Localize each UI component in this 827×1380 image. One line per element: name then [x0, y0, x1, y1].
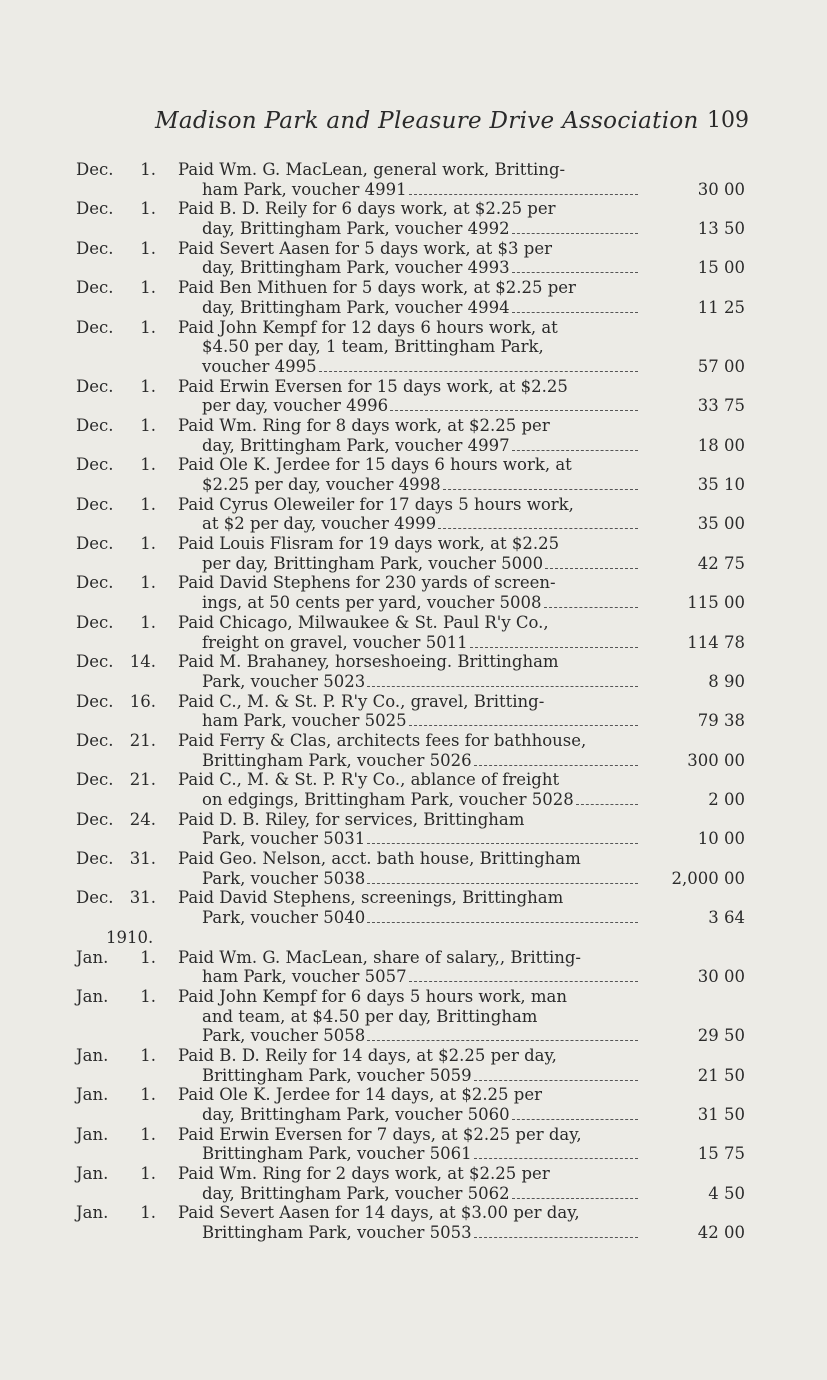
dotted-leader — [544, 607, 638, 608]
entry-description-text: Park, voucher 5058 — [202, 1026, 366, 1046]
entry-line — [0, 1007, 827, 1027]
entry-month: Jan. — [76, 1203, 109, 1223]
entry-line — [0, 829, 827, 849]
dotted-leader — [474, 1237, 638, 1238]
ledger-entries — [0, 160, 827, 1243]
year-heading: 1910. — [106, 927, 154, 947]
entry-description — [202, 908, 638, 928]
page-number: 109 — [707, 108, 749, 133]
entry-line — [0, 1026, 827, 1046]
entry-day: 1. — [140, 612, 156, 632]
entry-line — [0, 514, 827, 534]
entry-amount: 115 00 — [687, 593, 745, 613]
entry-description-text: Brittingham Park, voucher 5026 — [202, 750, 472, 770]
entry-line — [0, 1066, 827, 1086]
year-heading-line — [0, 928, 827, 948]
entry-line — [0, 239, 827, 259]
entry-description — [202, 1066, 638, 1086]
entry-day: 1. — [140, 947, 156, 967]
entry-month: Jan. — [76, 1085, 109, 1105]
entry-day: 21. — [129, 730, 156, 750]
entry-day: 1. — [140, 1085, 156, 1105]
entry-description: Paid Cyrus Oleweiler for 17 days 5 hours work, — [178, 494, 574, 514]
entry-description-text: Brittingham Park, voucher 5061 — [202, 1144, 472, 1164]
entry-description — [202, 711, 638, 731]
entry-line — [0, 298, 827, 318]
entry-line — [0, 534, 827, 554]
entry-description-text: day, Brittingham Park, voucher 5060 — [202, 1105, 510, 1124]
entry-line — [0, 672, 827, 692]
entry-line — [0, 987, 827, 1007]
entry-line — [0, 731, 827, 751]
entry-amount: 2,000 00 — [671, 868, 745, 888]
entry-line — [0, 1105, 827, 1125]
entry-day: 1. — [140, 1203, 156, 1223]
entry-description-text: Brittingham Park, voucher 5059 — [202, 1065, 472, 1085]
entry-line — [0, 278, 827, 298]
entry-line — [0, 495, 827, 515]
entry-line — [0, 613, 827, 633]
ledger-entry — [0, 888, 827, 927]
dotted-leader — [367, 843, 638, 844]
entry-line — [0, 436, 827, 456]
entry-line — [0, 692, 827, 712]
entry-description: Paid Ben Mithuen for 5 days work, at $2.25 per — [178, 278, 576, 298]
entry-description — [202, 1144, 638, 1164]
ledger-entry — [0, 495, 827, 534]
entry-line — [0, 337, 827, 357]
entry-line — [0, 455, 827, 475]
entry-line — [0, 396, 827, 416]
entry-description — [202, 1184, 638, 1204]
ledger-entry — [0, 455, 827, 494]
entry-day: 21. — [129, 770, 156, 790]
entry-line — [0, 751, 827, 771]
entry-month: Dec. — [76, 888, 114, 908]
entry-day: 14. — [129, 652, 156, 672]
ledger-entry — [0, 1203, 827, 1242]
entry-day: 1. — [140, 160, 156, 179]
entry-day: 1. — [140, 1164, 156, 1184]
entry-line — [0, 711, 827, 731]
dotted-leader — [438, 528, 638, 529]
entry-day: 1. — [140, 415, 156, 435]
entry-description — [202, 672, 638, 692]
entry-amount: 33 75 — [697, 396, 745, 416]
dotted-leader — [512, 1119, 638, 1120]
entry-amount: 30 00 — [697, 179, 745, 199]
entry-line — [0, 948, 827, 968]
entry-description — [202, 554, 638, 574]
entry-description — [202, 967, 638, 987]
entry-amount: 79 38 — [697, 711, 745, 731]
entry-line — [0, 810, 827, 830]
ledger-entry — [0, 849, 827, 888]
entry-day: 1. — [140, 455, 156, 475]
entry-description-text: ings, at 50 cents per yard, voucher 5008 — [202, 593, 542, 613]
entry-month: Jan. — [76, 1164, 109, 1184]
entry-month: Dec. — [76, 612, 114, 632]
entry-description-text: freight on gravel, voucher 5011 — [202, 632, 468, 652]
entry-description — [202, 593, 638, 613]
entry-line — [0, 199, 827, 219]
dotted-leader — [512, 272, 638, 273]
dotted-leader — [576, 804, 638, 805]
ledger-entry — [0, 770, 827, 809]
dotted-leader — [409, 725, 638, 726]
entry-line — [0, 219, 827, 239]
entry-description-text: Park, voucher 5040 — [202, 908, 366, 928]
entry-month: Dec. — [76, 809, 114, 829]
entry-description — [202, 1223, 638, 1243]
entry-day: 1. — [140, 376, 156, 396]
entry-description — [202, 475, 638, 495]
ledger-entry — [0, 1125, 827, 1164]
dotted-leader — [512, 1198, 638, 1199]
entry-description: Paid D. B. Riley, for services, Brittingham — [178, 809, 525, 829]
entry-description: Paid Ferry & Clas, architects fees for bathhouse, — [178, 730, 587, 750]
dotted-leader — [545, 568, 638, 569]
dotted-leader — [409, 194, 638, 195]
entry-amount: 18 00 — [697, 435, 745, 455]
entry-month: Dec. — [76, 317, 114, 337]
entry-line — [0, 849, 827, 869]
entry-line — [0, 258, 827, 278]
entry-day: 16. — [129, 691, 156, 711]
ledger-entry — [0, 534, 827, 573]
entry-description: Paid B. D. Reily for 6 days work, at $2.25 per — [178, 199, 556, 219]
entry-description: Paid Severt Aasen for 5 days work, at $3 per — [178, 238, 553, 258]
ledger-entry — [0, 160, 827, 199]
entry-day: 1. — [140, 238, 156, 258]
ledger-entry — [0, 1164, 827, 1203]
entry-description-text: day, Brittingham Park, voucher 4992 — [202, 219, 510, 239]
dotted-leader — [409, 981, 638, 982]
entry-amount: 13 50 — [697, 219, 745, 239]
entry-description-text: Brittingham Park, voucher 5053 — [202, 1223, 472, 1243]
dotted-leader — [474, 1080, 638, 1081]
dotted-leader — [512, 233, 638, 234]
entry-day: 1. — [140, 986, 156, 1006]
entry-line — [0, 1203, 827, 1223]
ledger-entry — [0, 692, 827, 731]
ledger-entry — [0, 613, 827, 652]
entry-description — [202, 829, 638, 849]
entry-line — [0, 160, 827, 180]
entry-line — [0, 888, 827, 908]
entry-amount: 42 00 — [697, 1223, 745, 1243]
entry-day: 31. — [129, 888, 156, 908]
entry-description — [202, 219, 638, 239]
entry-amount: 57 00 — [697, 356, 745, 376]
entry-description: and team, at $4.50 per day, Brittingham — [202, 1006, 538, 1026]
entry-description: Paid Wm. Ring for 2 days work, at $2.25 per — [178, 1164, 550, 1184]
entry-description: Paid Erwin Eversen for 15 days work, at $2.25 — [178, 376, 568, 396]
dotted-leader — [443, 489, 638, 490]
entry-line — [0, 416, 827, 436]
dotted-leader — [512, 450, 638, 451]
entry-line — [0, 554, 827, 574]
dotted-leader — [474, 1158, 638, 1159]
entry-month: Dec. — [76, 652, 114, 672]
entry-description-text: Park, voucher 5031 — [202, 829, 366, 849]
entry-month: Jan. — [76, 1124, 109, 1144]
dotted-leader — [367, 1040, 638, 1041]
entry-description-text: ham Park, voucher 5025 — [202, 711, 407, 731]
entry-day: 1. — [140, 534, 156, 554]
entry-description: Paid David Stephens for 230 yards of screen- — [178, 573, 556, 593]
entry-amount: 8 90 — [708, 671, 745, 691]
dotted-leader — [512, 312, 638, 313]
entry-day: 1. — [140, 199, 156, 219]
dotted-leader — [367, 922, 638, 923]
dotted-leader — [367, 686, 638, 687]
entry-description — [202, 869, 638, 889]
entry-description — [202, 258, 638, 278]
entry-description: Paid John Kempf for 6 days 5 hours work, man — [178, 986, 567, 1006]
entry-month: Jan. — [76, 947, 109, 967]
entry-description: $4.50 per day, 1 team, Brittingham Park, — [202, 337, 544, 357]
entry-month: Dec. — [76, 849, 114, 869]
entry-description — [202, 751, 638, 771]
entry-description — [202, 514, 638, 534]
entry-description-text: on edgings, Brittingham Park, voucher 5028 — [202, 790, 574, 809]
entry-month: Dec. — [76, 573, 114, 593]
entry-description — [202, 790, 638, 810]
entry-month: Dec. — [76, 730, 114, 750]
entry-description: Paid John Kempf for 12 days 6 hours work, at — [178, 317, 558, 337]
entry-description — [202, 436, 638, 456]
entry-line — [0, 1085, 827, 1105]
entry-line — [0, 908, 827, 928]
entry-description-text: day, Brittingham Park, voucher 4994 — [202, 297, 510, 317]
entry-description — [202, 180, 638, 200]
entry-amount: 35 00 — [697, 514, 745, 534]
entry-month: Jan. — [76, 1045, 109, 1065]
dotted-leader — [474, 765, 638, 766]
entry-description-text: $2.25 per day, voucher 4998 — [202, 475, 441, 494]
ledger-entry — [0, 731, 827, 770]
entry-description: Paid Wm. Ring for 8 days work, at $2.25 per — [178, 415, 550, 435]
entry-amount: 15 75 — [697, 1144, 745, 1164]
entry-description: Paid Severt Aasen for 14 days, at $3.00 per day, — [178, 1203, 580, 1223]
entry-description — [202, 298, 638, 318]
entry-description: Paid B. D. Reily for 14 days, at $2.25 per day, — [178, 1045, 557, 1065]
entry-description-text: at $2 per day, voucher 4999 — [202, 514, 437, 534]
entry-line — [0, 652, 827, 672]
entry-month: Dec. — [76, 494, 114, 514]
entry-month: Dec. — [76, 534, 114, 554]
ledger-entry — [0, 199, 827, 238]
entry-description: Paid Louis Flisram for 19 days work, at $2.25 — [178, 534, 560, 554]
dotted-leader — [390, 410, 638, 411]
entry-day: 24. — [129, 809, 156, 829]
entry-amount: 21 50 — [697, 1065, 745, 1085]
entry-description: Paid Ole K. Jerdee for 15 days 6 hours work, at — [178, 455, 572, 475]
entry-description: Paid Geo. Nelson, acct. bath house, Brittingham — [178, 849, 581, 869]
entry-description-text: Park, voucher 5023 — [202, 671, 366, 691]
entry-amount: 300 00 — [687, 750, 745, 770]
entry-amount: 11 25 — [697, 297, 745, 317]
entry-description-text: per day, Brittingham Park, voucher 5000 — [202, 553, 544, 573]
entry-month: Dec. — [76, 770, 114, 790]
ledger-entry — [0, 278, 827, 317]
ledger-entry — [0, 652, 827, 691]
entry-line — [0, 869, 827, 889]
dotted-leader — [319, 371, 638, 372]
entry-month: Dec. — [76, 691, 114, 711]
entry-description-text: day, Brittingham Park, voucher 5062 — [202, 1183, 510, 1203]
entry-month: Dec. — [76, 455, 114, 475]
running-header-title: Madison Park and Pleasure Drive Association — [155, 108, 699, 134]
entry-description: Paid Erwin Eversen for 7 days, at $2.25 per day, — [178, 1124, 582, 1144]
dotted-leader — [470, 647, 638, 648]
entry-day: 1. — [140, 494, 156, 514]
entry-amount: 30 00 — [697, 967, 745, 987]
entry-description-text: ham Park, voucher 4991 — [202, 179, 407, 199]
ledger-entry — [0, 948, 827, 987]
entry-description — [202, 357, 638, 377]
entry-description — [202, 1026, 638, 1046]
entry-month: Dec. — [76, 160, 114, 179]
entry-description — [202, 1105, 638, 1125]
entry-month: Dec. — [76, 199, 114, 219]
entry-day: 1. — [140, 573, 156, 593]
ledger-entry — [0, 987, 827, 1046]
entry-month: Dec. — [76, 238, 114, 258]
ledger-entry — [0, 1085, 827, 1124]
entry-month: Dec. — [76, 376, 114, 396]
entry-line — [0, 475, 827, 495]
entry-line — [0, 1223, 827, 1243]
entry-line — [0, 790, 827, 810]
entry-day: 1. — [140, 317, 156, 337]
entry-line — [0, 377, 827, 397]
entry-amount: 42 75 — [697, 553, 745, 573]
entry-description: Paid C., M. & St. P. R'y Co., gravel, Britting- — [178, 691, 545, 711]
entry-line — [0, 1164, 827, 1184]
ledger-entry — [0, 416, 827, 455]
entry-description-text: voucher 4995 — [202, 356, 317, 376]
ledger-entry — [0, 573, 827, 612]
entry-description-text: day, Brittingham Park, voucher 4993 — [202, 258, 510, 278]
ledger-entry — [0, 377, 827, 416]
entry-amount: 15 00 — [697, 258, 745, 278]
entry-line — [0, 357, 827, 377]
entry-amount: 3 64 — [708, 908, 745, 928]
entry-line — [0, 770, 827, 790]
entry-description: Paid Ole K. Jerdee for 14 days, at $2.25 per — [178, 1085, 543, 1105]
entry-description: Paid Wm. G. MacLean, general work, Britting- — [178, 160, 566, 179]
entry-day: 31. — [129, 849, 156, 869]
entry-day: 1. — [140, 1045, 156, 1065]
entry-line — [0, 967, 827, 987]
ledger-entry — [0, 1046, 827, 1085]
entry-line — [0, 633, 827, 653]
entry-description: Paid David Stephens, screenings, Brittingham — [178, 888, 564, 908]
entry-line — [0, 180, 827, 200]
entry-day: 1. — [140, 1124, 156, 1144]
entry-description: Paid Wm. G. MacLean, share of salary,, Britting- — [178, 947, 581, 967]
ledger-entry — [0, 810, 827, 849]
entry-description-text: ham Park, voucher 5057 — [202, 967, 407, 987]
entry-line — [0, 1184, 827, 1204]
entry-description: Paid C., M. & St. P. R'y Co., ablance of freight — [178, 770, 560, 790]
entry-line — [0, 1144, 827, 1164]
entry-description-text: Park, voucher 5038 — [202, 868, 366, 888]
entry-line — [0, 1046, 827, 1066]
entry-description-text: day, Brittingham Park, voucher 4997 — [202, 435, 510, 455]
entry-month: Jan. — [76, 986, 109, 1006]
entry-amount: 31 50 — [697, 1105, 745, 1124]
entry-amount: 35 10 — [697, 475, 745, 494]
entry-description — [202, 396, 638, 416]
dotted-leader — [367, 883, 638, 884]
entry-amount: 114 78 — [687, 632, 745, 652]
entry-amount: 29 50 — [697, 1026, 745, 1046]
entry-line — [0, 593, 827, 613]
entry-description-text: per day, voucher 4996 — [202, 396, 389, 416]
entry-month: Dec. — [76, 415, 114, 435]
entry-description — [202, 633, 638, 653]
entry-line — [0, 1125, 827, 1145]
entry-month: Dec. — [76, 278, 114, 298]
entry-line — [0, 573, 827, 593]
entry-amount: 4 50 — [708, 1183, 745, 1203]
ledger-entry — [0, 318, 827, 377]
entry-amount: 10 00 — [697, 829, 745, 849]
entry-description: Paid M. Brahaney, horseshoeing. Brittingham — [178, 652, 559, 672]
entry-line — [0, 318, 827, 338]
entry-amount: 2 00 — [708, 790, 745, 809]
ledger-entry — [0, 239, 827, 278]
entry-day: 1. — [140, 278, 156, 298]
entry-description: Paid Chicago, Milwaukee & St. Paul R'y Co., — [178, 612, 549, 632]
